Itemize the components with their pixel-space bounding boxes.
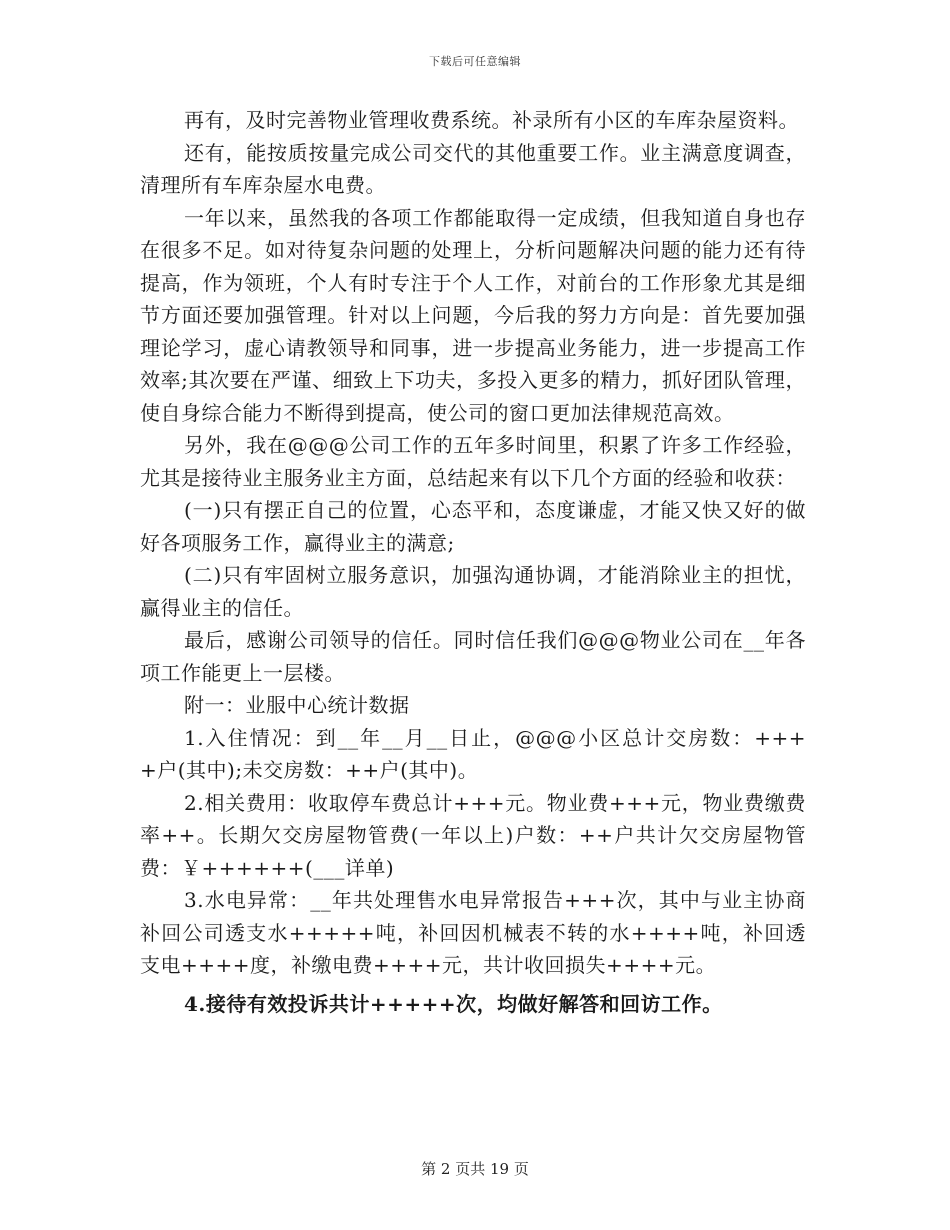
document-body [140, 104, 806, 1020]
stat-fees: 2.相关费用：收取停车费总计+++元。物业费+++元，物业费缴费率++。长期欠交房屋物管费(一年以上)户数：++户共计欠交房屋物管费：￥++++++(___详单) [140, 790, 806, 880]
paragraph-shortcomings: 一年以来，虽然我的各项工作都能取得一定成绩，但我知道自身也存在很多不足。如对待复杂问题的处理上，分析问题解决问题的能力还有待提高，作为领班，个人有时专注于个人工作，对前台的工作形象尤其是细节方面还要加强管理。针对以上问题，今后我的努力方向是：首先要加强理论学习，虚心请教领导和同事，进一步提高业务能力，进一步提高工作效率;其次要在严谨、细致上下功夫，多投入更多的精力，抓好团队管理，使自身综合能力不断得到提高，使公司的窗口更加法律规范高效。 [140, 205, 806, 425]
page-header-note: 下载后可任意编辑 [429, 55, 521, 68]
paragraph-lesson-one: (一)只有摆正自己的位置，心态平和，态度谦虚，才能又快又好的做好各项服务工作，赢得业主的满意; [140, 498, 806, 555]
paragraph-lesson-two: (二)只有牢固树立服务意识，加强沟通协调，才能消除业主的担忧，赢得业主的信任。 [140, 563, 806, 620]
paragraph-other-work: 还有，能按质按量完成公司交代的其他重要工作。业主满意度调查，清理所有车库杂屋水电费。 [140, 140, 806, 197]
appendix-heading: 附一：业服中心统计数据 [184, 693, 410, 717]
paragraph-billing-system: 再有，及时完善物业管理收费系统。补录所有小区的车库杂屋资料。 [184, 108, 799, 132]
page-number: 第 2 页共 19 页 [421, 1160, 529, 1178]
stat-complaints: 4.接待有效投诉共计+++++次，均做好解答和回访工作。 [184, 991, 723, 1016]
stat-utilities: 3.水电异常：__年共处理售水电异常报告+++次，其中与业主协商补回公司透支水+++++吨，补回因机械表不转的水++++吨，补回透支电++++度，补缴电费++++元，共计收回损失++++元。 [140, 888, 806, 977]
paragraph-experience: 另外，我在@@@公司工作的五年多时间里，积累了许多工作经验，尤其是接待业主服务业主方面，总结起来有以下几个方面的经验和收获： [140, 433, 806, 490]
paragraph-closing: 最后，感谢公司领导的信任。同时信任我们@@@物业公司在__年各项工作能更上一层楼。 [140, 628, 806, 685]
stat-occupancy: 1.入住情况：到__年__月__日止，@@@小区总计交房数：++++户(其中);未交房数：++户(其中)。 [140, 725, 806, 782]
